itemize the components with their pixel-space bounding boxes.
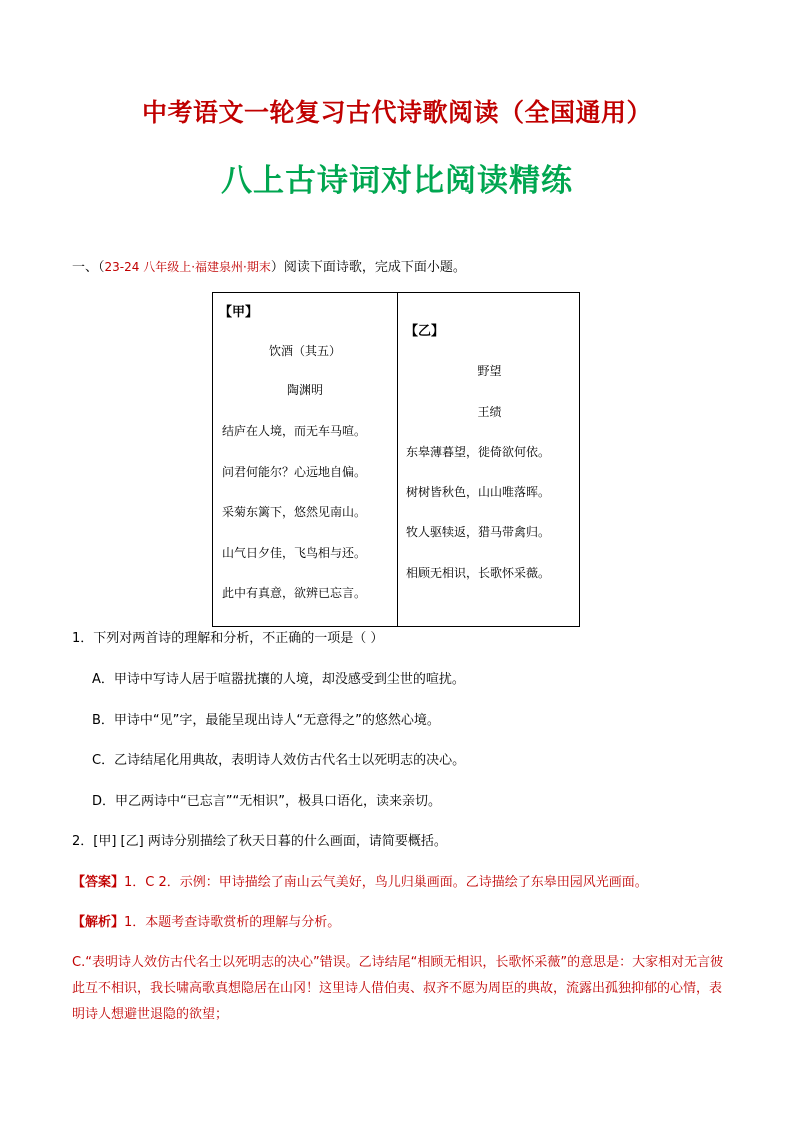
analysis-paragraph: C.“表明诗人效仿古代名士以死明志的决心”错误。乙诗结尾“相顾无相识，长歌怀采薇”的意思是：大家相对无言彼此互不相识，我长啸高歌真想隐居在山冈！这里诗人借伯夷、叔齐不愿为周臣的典故，流露出孤独抑郁的心情，表明诗人想避世退隐的欲望； [72, 955, 724, 1022]
poem-jia-author: 陶渊明 [286, 383, 323, 397]
analysis-line [72, 914, 340, 931]
poem-jia-line: 结庐在人境，而无车马喧。 [222, 424, 367, 438]
intro-source: 23-24 八年级上·福建泉州·期末 [104, 260, 271, 274]
poem-yi-line: 东皋薄暮望，徙倚欲何依。 [406, 445, 551, 459]
document-subtitle: 八上古诗词对比阅读精练 [221, 163, 573, 199]
poem-jia-line: 此中有真意，欲辨已忘言。 [222, 586, 367, 600]
question-1-option-d: D．甲乙两诗中“已忘言”“无相识”，极具口语化，读来亲切。 [92, 794, 441, 809]
question-1-stem: 1．下列对两首诗的理解和分析，不正确的一项是（ ） [72, 631, 384, 646]
poem-table [212, 292, 580, 627]
question-1-option-c: C．乙诗结尾化用典故，表明诗人效仿古代名士以死明志的决心。 [92, 753, 466, 768]
question-intro [72, 259, 466, 276]
intro-prefix: 一、（ [72, 260, 105, 275]
question-2-stem: 2．[甲] [乙] 两诗分别描绘了秋天日暮的什么画面，请简要概括。 [72, 834, 447, 849]
question-1-option-a: A．甲诗中写诗人居于喧嚣扰攘的人境，却没感受到尘世的喧扰。 [92, 672, 465, 687]
document-title: 中考语文一轮复习古代诗歌阅读（全国通用） [141, 98, 652, 127]
poem-jia-title: 饮酒（其五） [268, 344, 341, 358]
poem-jia-tag: 【甲】 [219, 305, 259, 320]
intro-suffix: ）阅读下面诗歌，完成下面小题。 [270, 260, 466, 275]
analysis-label: 【解析】 [72, 915, 125, 930]
poem-yi-line: 牧人驱犊返，猎马带禽归。 [406, 525, 551, 539]
poem-yi-tag: 【乙】 [405, 324, 445, 339]
poem-jia-line: 问君何能尔？心远地自偏。 [222, 465, 367, 479]
table-divider [397, 293, 398, 626]
poem-yi-line: 树树皆秋色，山山唯落晖。 [406, 485, 551, 499]
question-1-option-b: B．甲诗中“见”字，最能呈现出诗人“无意得之”的悠然心境。 [92, 713, 440, 728]
poem-yi-title: 野望 [477, 364, 502, 378]
poem-yi-line: 相顾无相识，长歌怀采薇。 [406, 566, 551, 580]
answer-text: 1．C 2．示例：甲诗描绘了南山云气美好，鸟儿归巢画面。乙诗描绘了东皋田园风光画面。 [124, 875, 648, 890]
poem-yi-author: 王绩 [477, 405, 502, 419]
analysis-text: 1．本题考查诗歌赏析的理解与分析。 [124, 915, 341, 930]
answer-line [72, 874, 648, 891]
answer-label: 【答案】 [72, 875, 125, 890]
poem-jia-line: 山气日夕佳，飞鸟相与还。 [222, 546, 367, 560]
poem-jia-line: 采菊东篱下，悠然见南山。 [222, 505, 367, 519]
